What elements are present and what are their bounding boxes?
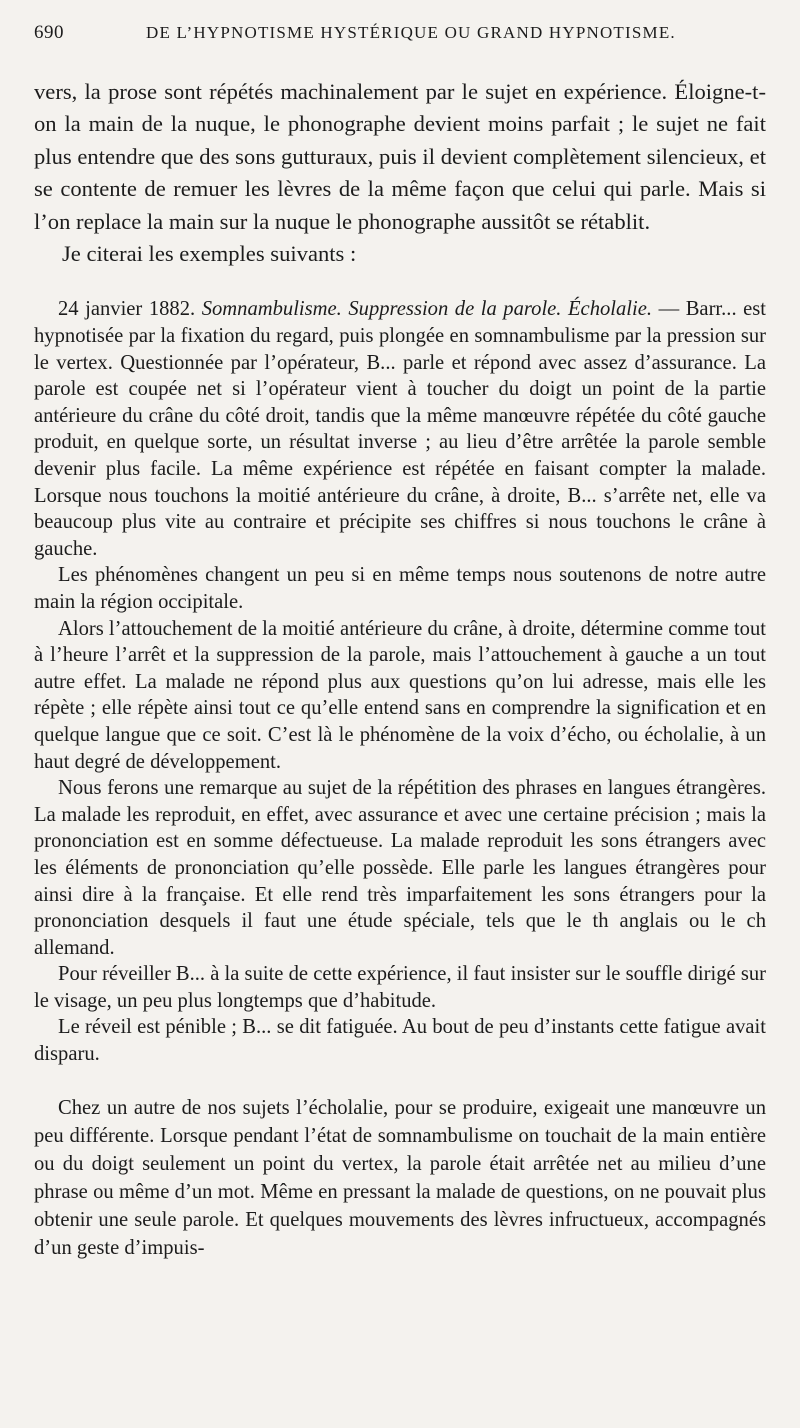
case1-date: 24 janvier 1882. xyxy=(58,298,196,321)
case1-paragraph-6: Le réveil est pénible ; B... se dit fatiguée. Au bout de peu d’instants cette fatigue avait disparu. xyxy=(34,1016,766,1066)
running-title: DE L’HYPNOTISME HYSTÉRIQUE OU GRAND HYPNOTISME. xyxy=(146,23,676,42)
case-observation-2 xyxy=(34,1094,766,1262)
intro-paragraph-1: vers, la prose sont répétés machinalement par le sujet en expérience. Éloigne-t-on la main de la nuque, le phonographe devient moins parfait ; le sujet ne fait plus entendre que des sons gutturaux, puis il devient complètement silencieux, et se contente de remuer les lèvres de la même façon que celui qui parle. Mais si l’on replace la main sur la nuque le phonographe aussitôt se rétablit. xyxy=(34,79,766,234)
case1-paragraph-5: Pour réveiller B... à la suite de cette expérience, il faut insister sur le souffle dirigé sur le visage, un peu plus longtemps que d’habitude. xyxy=(34,963,766,1012)
intro-text xyxy=(34,76,766,270)
case2-paragraph-1: Chez un autre de nos sujets l’écholalie, pour se produire, exigeait une manœuvre un peu différente. Lorsque pendant l’état de somnambulisme on touchait de la main entière ou du doigt seulement un point du vertex, la parole était arrêtée net au milieu d’une phrase ou même d’un mot. Même en pressant la malade de questions, on ne pouvait plus obtenir une seule parole. Et quelques mouvements des lèvres infructueux, accompagnés d’un geste d’impuis- xyxy=(34,1096,766,1259)
case1-paragraph-2: Les phénomènes changent un peu si en même temps nous soutenons de notre autre main la région occipitale. xyxy=(34,564,766,613)
intro-paragraph-2: Je citerai les exemples suivants : xyxy=(62,241,357,267)
case1-paragraph-4: Nous ferons une remarque au sujet de la répétition des phrases en langues étrangères. La malade les reproduit, en effet, avec assurance et avec une certaine précision ; mais la prononciation est en somme défectueuse. La malade reproduit les sons étrangers avec les éléments de prononciation qu’elle possède. Elle parle les langues étrangères pour ainsi dire à la française. Et elle rend très imparfaitement les sons étrangers pour la prononciation desquels il faut une étude spéciale, tels que le th anglais ou le ch allemand. xyxy=(34,777,766,959)
case1-paragraph-3: Alors l’attouchement de la moitié antérieure du crâne, à droite, détermine comme tout à l’heure l’arrêt et la suppression de la parole, mais l’attouchement à gauche a un tout autre effet. La malade ne répond plus aux questions qu’on lui adresse, mais elle les répète ; elle répète ainsi tout ce qu’elle entend sans en comprendre la signification et en quelque langue que ce soit. C’est là le phénomène de la voix d’écho, ou écholalie, à un haut degré de développement. xyxy=(34,617,766,773)
case1-title: Somnambulisme. Suppression de la parole. Écholalie. xyxy=(201,298,653,321)
case1-paragraph-1 xyxy=(34,296,766,562)
page-number: 690 xyxy=(34,22,64,43)
case1-paragraph-1-text: — Barr... est hypnotisée par la fixation du regard, puis plongée en somnambulisme par la pression sur le vertex. Questionnée par l’opérateur, B... parle et répond avec assez d’assurance. La parole est coupée net si l’opérateur vient à toucher du doigt un point de la partie antérieure du crâne du côté droit, tandis que la même manœuvre répétée du côté gauche produit, en quelque sorte, un résultat inverse ; au lieu d’être arrêtée la parole semble devenir plus facile. La même expérience est répétée en faisant compter la malade. Lorsque nous touchons la moitié antérieure du crâne, à droite, B... s’arrête net, elle va beaucoup plus vite au contraire et précipite ses chiffres si nous touchons le crâne à gauche. xyxy=(34,298,766,560)
running-head xyxy=(34,22,766,62)
case-observation-1 xyxy=(34,296,766,1067)
